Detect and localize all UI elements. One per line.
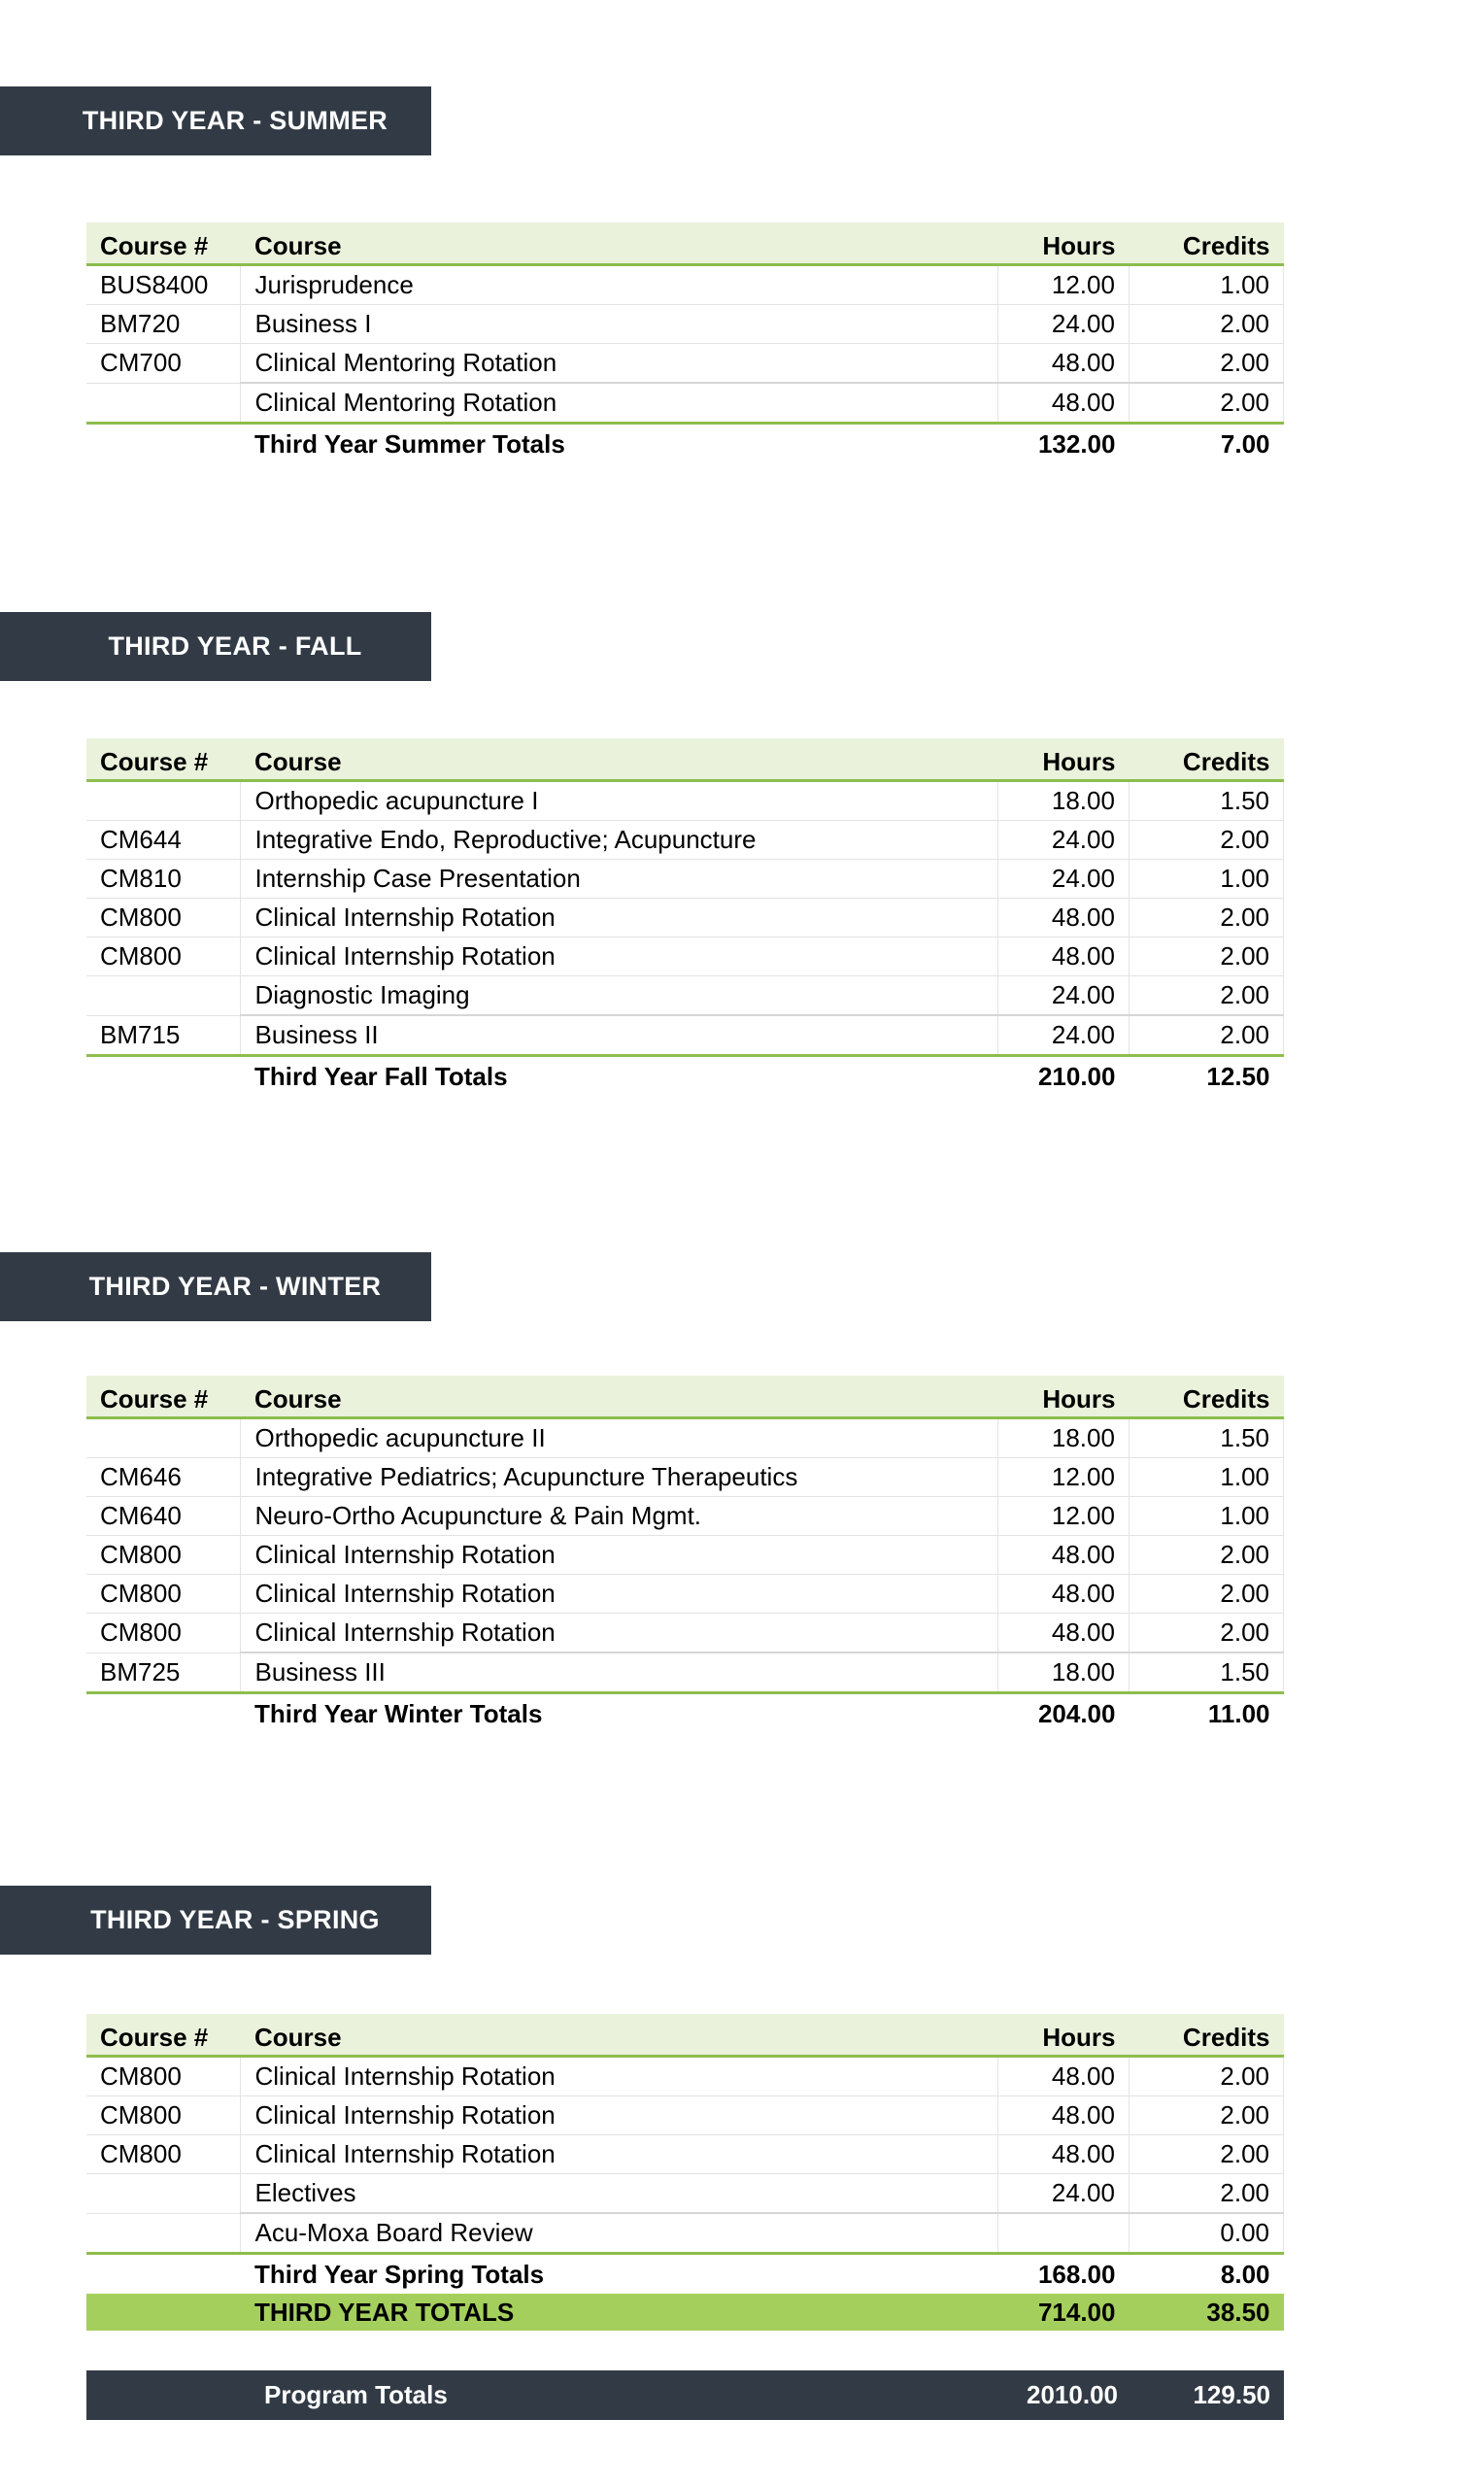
- course-hours: 24.00: [998, 2174, 1130, 2214]
- course-num: CM644: [86, 821, 241, 860]
- table-header-row: [86, 2014, 1284, 2057]
- program-totals-bar: [86, 2370, 1284, 2420]
- col-header-hours: Hours: [998, 222, 1130, 265]
- course-credits: 1.00: [1129, 1458, 1283, 1497]
- course-hours: 12.00: [998, 265, 1130, 305]
- col-header-course: Course: [241, 738, 998, 781]
- table-row: [86, 899, 1284, 937]
- course-credits: 2.00: [1129, 305, 1283, 344]
- totals-hours: 132.00: [1037, 428, 1116, 459]
- totals-hours: 204.00: [1037, 1698, 1116, 1728]
- course-num: [86, 1418, 241, 1458]
- table-row: [86, 937, 1284, 976]
- course-name: Clinical Mentoring Rotation: [241, 344, 998, 384]
- section-totals-row: [86, 2254, 1284, 2295]
- course-credits: 2.00: [1129, 2135, 1283, 2174]
- course-credits: 2.00: [1129, 2096, 1283, 2135]
- col-header-hours: Hours: [998, 1376, 1130, 1418]
- course-name: Clinical Internship Rotation: [241, 2135, 998, 2174]
- course-credits: 0.00: [1129, 2213, 1283, 2254]
- course-hours: 48.00: [998, 1614, 1130, 1653]
- course-num: BUS8400: [86, 265, 241, 305]
- table-row: [86, 1418, 1284, 1458]
- course-num: BM715: [86, 1015, 241, 1056]
- totals-label: Third Year Spring Totals: [253, 2259, 545, 2289]
- table-row: [86, 2096, 1284, 2135]
- col-header-course: Course: [241, 2014, 998, 2057]
- table-row: [86, 1575, 1284, 1614]
- course-hours: 24.00: [998, 305, 1130, 344]
- course-num: CM800: [86, 2057, 241, 2096]
- course-num: CM800: [86, 2096, 241, 2135]
- table-row: [86, 1614, 1284, 1653]
- totals-hours: 210.00: [1037, 1061, 1116, 1091]
- table-row: [86, 265, 1284, 305]
- course-credits: 2.00: [1129, 937, 1283, 976]
- course-hours: 18.00: [998, 1418, 1130, 1458]
- course-name: Jurisprudence: [241, 265, 998, 305]
- table-row: [86, 1652, 1284, 1693]
- table-row: [86, 781, 1284, 821]
- totals-credits: 12.50: [1206, 1061, 1270, 1091]
- course-credits: 1.50: [1129, 781, 1283, 821]
- course-hours: 48.00: [998, 344, 1130, 384]
- course-num: CM640: [86, 1497, 241, 1536]
- course-num: CM800: [86, 899, 241, 937]
- course-num: [86, 383, 241, 424]
- col-header-course-num: Course #: [86, 2014, 241, 2057]
- section-banner-summer: THIRD YEAR - SUMMER: [0, 86, 431, 155]
- course-hours: 24.00: [998, 860, 1130, 899]
- course-hours: 48.00: [998, 383, 1130, 424]
- course-hours: 48.00: [998, 899, 1130, 937]
- totals-label: Third Year Winter Totals: [253, 1698, 543, 1728]
- course-hours: 12.00: [998, 1458, 1130, 1497]
- program-totals-hours: 2010.00: [1027, 2380, 1118, 2409]
- col-header-course-num: Course #: [86, 738, 241, 781]
- table-row: [86, 1015, 1284, 1056]
- program-totals-label: Program Totals: [264, 2380, 448, 2409]
- col-header-course-num: Course #: [86, 222, 241, 265]
- course-name: Neuro-Ortho Acupuncture & Pain Mgmt.: [241, 1497, 998, 1536]
- course-credits: 2.00: [1129, 344, 1283, 384]
- course-num: CM800: [86, 1536, 241, 1575]
- col-header-hours: Hours: [998, 2014, 1130, 2057]
- course-num: CM800: [86, 1575, 241, 1614]
- table-row: [86, 1536, 1284, 1575]
- course-credits: 2.00: [1129, 2174, 1283, 2214]
- course-hours: 48.00: [998, 1575, 1130, 1614]
- course-num: [86, 976, 241, 1016]
- table-row: [86, 1458, 1284, 1497]
- year-totals-row: [86, 2294, 1284, 2331]
- course-table-winter: [86, 1376, 1284, 1733]
- section-banner-fall: THIRD YEAR - FALL: [0, 612, 431, 681]
- course-credits: 2.00: [1129, 821, 1283, 860]
- totals-credits: 8.00: [1220, 2259, 1270, 2289]
- course-credits: 2.00: [1129, 1614, 1283, 1653]
- section-totals-row: [86, 1056, 1284, 1097]
- course-name: Electives: [241, 2174, 998, 2214]
- course-num: CM800: [86, 937, 241, 976]
- course-name: Acu-Moxa Board Review: [241, 2213, 998, 2254]
- table-row: [86, 344, 1284, 384]
- col-header-credits: Credits: [1129, 222, 1283, 265]
- course-hours: 18.00: [998, 1652, 1130, 1693]
- course-hours: [998, 2213, 1130, 2254]
- course-credits: 2.00: [1129, 899, 1283, 937]
- course-hours: 24.00: [998, 821, 1130, 860]
- course-num: CM646: [86, 1458, 241, 1497]
- table-row: [86, 1497, 1284, 1536]
- course-name: Clinical Internship Rotation: [241, 1614, 998, 1653]
- col-header-credits: Credits: [1129, 1376, 1283, 1418]
- table-row: [86, 2057, 1284, 2096]
- course-credits: 2.00: [1129, 1575, 1283, 1614]
- course-name: Orthopedic acupuncture II: [241, 1418, 998, 1458]
- totals-label: Third Year Fall Totals: [253, 1061, 508, 1091]
- course-num: BM725: [86, 1652, 241, 1693]
- year-totals-hours: 714.00: [998, 2294, 1130, 2331]
- course-credits: 1.00: [1129, 265, 1283, 305]
- table-row: [86, 305, 1284, 344]
- table-row: [86, 860, 1284, 899]
- course-table-summer: [86, 222, 1284, 463]
- course-credits: 1.50: [1129, 1652, 1283, 1693]
- course-name: Orthopedic acupuncture I: [241, 781, 998, 821]
- course-hours: 48.00: [998, 2135, 1130, 2174]
- course-name: Clinical Internship Rotation: [241, 899, 998, 937]
- table-row: [86, 2174, 1284, 2214]
- course-num: CM810: [86, 860, 241, 899]
- course-table-spring: [86, 2014, 1284, 2331]
- course-name: Diagnostic Imaging: [241, 976, 998, 1016]
- table-row: [86, 821, 1284, 860]
- totals-hours: 168.00: [1037, 2259, 1116, 2289]
- program-totals-credits: 129.50: [1193, 2380, 1270, 2409]
- course-name: Business III: [241, 1652, 998, 1693]
- table-header-row: [86, 1376, 1284, 1418]
- course-name: Business II: [241, 1015, 998, 1056]
- course-name: Business I: [241, 305, 998, 344]
- course-credits: 2.00: [1129, 1015, 1283, 1056]
- course-num: CM700: [86, 344, 241, 384]
- course-num: CM800: [86, 1614, 241, 1653]
- course-hours: 48.00: [998, 2057, 1130, 2096]
- course-num: BM720: [86, 305, 241, 344]
- course-hours: 48.00: [998, 1536, 1130, 1575]
- section-banner-winter: THIRD YEAR - WINTER: [0, 1252, 431, 1321]
- col-header-hours: Hours: [998, 738, 1130, 781]
- course-credits: 2.00: [1129, 383, 1283, 424]
- course-credits: 2.00: [1129, 1536, 1283, 1575]
- totals-credits: 7.00: [1220, 428, 1270, 459]
- course-name: Clinical Internship Rotation: [241, 1575, 998, 1614]
- table-row: [86, 2213, 1284, 2254]
- course-name: Clinical Internship Rotation: [241, 1536, 998, 1575]
- year-totals-label: THIRD YEAR TOTALS: [241, 2294, 998, 2331]
- course-name: Clinical Internship Rotation: [241, 2057, 998, 2096]
- course-credits: 2.00: [1129, 2057, 1283, 2096]
- table-row: [86, 2135, 1284, 2174]
- col-header-credits: Credits: [1129, 738, 1283, 781]
- course-name: Clinical Internship Rotation: [241, 937, 998, 976]
- col-header-course: Course: [241, 222, 998, 265]
- course-name: Clinical Internship Rotation: [241, 2096, 998, 2135]
- course-hours: 24.00: [998, 1015, 1130, 1056]
- section-banner-spring: THIRD YEAR - SPRING: [0, 1886, 431, 1955]
- course-credits: 1.00: [1129, 860, 1283, 899]
- course-table-fall: [86, 738, 1284, 1096]
- col-header-course: Course: [241, 1376, 998, 1418]
- course-num: [86, 2213, 241, 2254]
- course-hours: 12.00: [998, 1497, 1130, 1536]
- section-totals-row: [86, 424, 1284, 464]
- course-name: Integrative Endo, Reproductive; Acupuncture: [241, 821, 998, 860]
- course-hours: 48.00: [998, 937, 1130, 976]
- course-credits: 2.00: [1129, 976, 1283, 1016]
- course-credits: 1.00: [1129, 1497, 1283, 1536]
- col-header-course-num: Course #: [86, 1376, 241, 1418]
- course-hours: 18.00: [998, 781, 1130, 821]
- course-name: Internship Case Presentation: [241, 860, 998, 899]
- course-hours: 24.00: [998, 976, 1130, 1016]
- course-num: CM800: [86, 2135, 241, 2174]
- table-row: [86, 976, 1284, 1016]
- course-hours: 48.00: [998, 2096, 1130, 2135]
- year-totals-credits: 38.50: [1129, 2294, 1283, 2331]
- section-totals-row: [86, 1693, 1284, 1734]
- course-name: Clinical Mentoring Rotation: [241, 383, 998, 424]
- course-num: [86, 2174, 241, 2214]
- totals-label: Third Year Summer Totals: [253, 428, 565, 459]
- table-header-row: [86, 222, 1284, 265]
- course-name: Integrative Pediatrics; Acupuncture Therapeutics: [241, 1458, 998, 1497]
- course-num: [86, 781, 241, 821]
- course-credits: 1.50: [1129, 1418, 1283, 1458]
- table-header-row: [86, 738, 1284, 781]
- totals-credits: 11.00: [1207, 1698, 1270, 1728]
- table-row: [86, 383, 1284, 424]
- col-header-credits: Credits: [1129, 2014, 1283, 2057]
